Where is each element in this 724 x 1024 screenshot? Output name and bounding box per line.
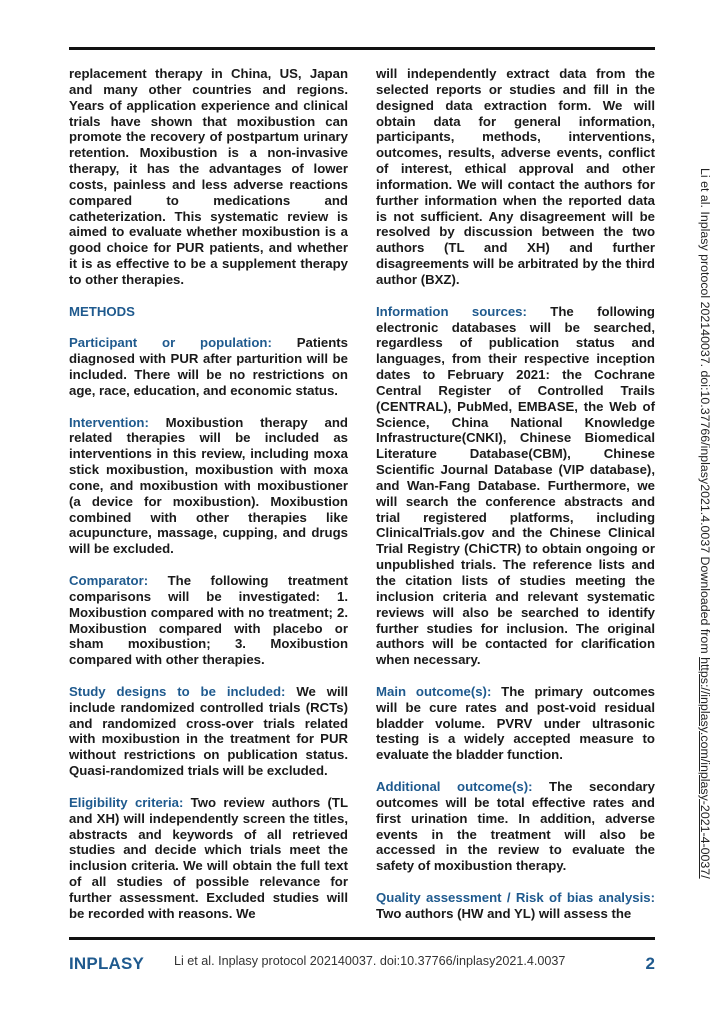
information-sources-section	[376, 304, 655, 668]
side-note-text: Li et al. Inplasy protocol 202140037. doi:10.37766/inplasy2021.4.0037 Downloaded from	[698, 168, 712, 658]
left-column	[69, 66, 348, 937]
participant-section	[69, 335, 348, 398]
footer-brand: INPLASY	[69, 954, 145, 973]
footer-citation: Li et al. Inplasy protocol 202140037. doi:10.37766/inplasy2021.4.0037	[174, 954, 566, 968]
top-rule	[69, 47, 655, 50]
bottom-rule	[69, 937, 655, 940]
information-sources-label: Information sources:	[376, 303, 527, 319]
intervention-section	[69, 415, 348, 558]
study-designs-label: Study designs to be included:	[69, 683, 286, 699]
comparator-label: Comparator:	[69, 573, 149, 588]
page-footer	[69, 952, 655, 976]
study-designs-section	[69, 684, 348, 779]
intervention-text: Moxibustion therapy and related therapies will be included as interventions in this review, including moxa stick moxibustion, moxibustion with moxa cone, and moxibustion with moxibustioner (a device for moxibustion). Moxibustion combined with other therapies like acupuncture, massage, cupping, and drugs will be excluded.	[69, 414, 348, 557]
information-sources-text: The following electronic databases will be searched, regardless of publication status and languages, from their respective inception dates to February 2021: the Cochrane Central Register of Controlled Trails (CENTRAL), PubMed, EMBASE, the Web of Science, China National Knowledge Infrastructure(CNKI), Chinese Biomedical Literature Database(CBM), Chinese Scientific Journal Database (VIP database), and Wan-Fang Database. Furthermore, we will search the conference abstracts and trial registered platforms, including ClinicalTrials.gov and the Chinese Clinical Trial Registry (ChiCTR) to obtain ongoing or unpublished trials. The reference lists and the citation lists of studies meeting the inclusion criteria and relevant systematic reviews will also be searched to identify further studies for inclusion. The original authors will be contacted for clarification when necessary.	[376, 303, 655, 668]
main-outcomes-section	[376, 684, 655, 763]
methods-heading: METHODS	[69, 303, 135, 319]
comparator-section	[69, 573, 348, 668]
page-number: 2	[645, 954, 655, 973]
participant-text: Patients diagnosed with PUR after parturition will be included. There will be no restrictions on age, race, education, and economic status.	[69, 335, 349, 398]
quality-assessment-text: Two authors (HW and YL) will assess the	[376, 905, 632, 921]
additional-outcomes-label: Additional outcome(s):	[376, 778, 533, 794]
main-outcomes-label: Main outcome(s):	[376, 683, 492, 699]
side-download-note	[697, 168, 713, 920]
main-outcomes-text: The primary outcomes will be cure rates and post-void residual bladder volume. PVRV under ultrasonic testing is a widely accepted measure to evaluate the bladder function.	[376, 683, 655, 763]
comparator-text: The following treatment comparisons will be investigated: 1. Moxibustion compared with no treatment; 2. Moxibustion compared with placebo or sham moxibustion; 3. Moxibustion compared with other therapies.	[69, 573, 348, 668]
eligibility-section	[69, 795, 348, 922]
quality-assessment-label: Quality assessment / Risk of bias analysis:	[376, 889, 655, 905]
download-link[interactable]: https://inplasy.com/inplasy-2021-4-0037/	[698, 657, 712, 879]
eligibility-continuation: will independently extract data from the selected reports or studies and fill in the designed data extraction form. We will obtain data for general information, participants, methods, interventions, outcomes, results, adverse events, conflict of interest, ethical approval and other information. We will contact the authors for further information when the reported data is not sufficient. Any disagreement will be resolved by discussion between the two authors (TL and XH) and further disagreements will be arbitrated by the third author (BXZ).	[376, 66, 655, 287]
intervention-label: Intervention:	[69, 414, 149, 430]
eligibility-label: Eligibility criteria:	[69, 794, 184, 810]
intro-continuation: replacement therapy in China, US, Japan and many other countries and regions. Years of application experience and clinical trials have shown that moxibustion can promote the recovery of postpartum urinary retention. Moxibustion is a non-invasive therapy, it has the advantages of lower costs, painless and less adverse reactions compared to medications and catheterization. This systematic review is aimed to evaluate whether moxibustion is a good choice for PUR patients, and whether it is as effective to be a supplement therapy to other therapies.	[69, 66, 348, 287]
right-column	[376, 66, 655, 937]
eligibility-text: Two review authors (TL and XH) will independently screen the titles, abstracts and keywords of all retrieved studies and decide which trials meet the inclusion criteria. We will obtain the full text of all studies of possible relevance for further assessment. Excluded studies will be recorded with reasons. We	[69, 794, 348, 921]
participant-label: Participant or population:	[69, 335, 272, 351]
additional-outcomes-section	[376, 779, 655, 874]
study-designs-text: We will include randomized controlled trials (RCTs) and randomized cross-over trials related with moxibustion in the treatment for PUR without restrictions on publication status. Quasi-randomized trials will be excluded.	[69, 683, 348, 779]
additional-outcomes-text: The secondary outcomes will be total effective rates and first urination time. In addition, adverse events in the treatment will also be accessed in the review to evaluate the safety of moxibustion therapy.	[376, 778, 655, 874]
quality-assessment-section	[376, 890, 655, 922]
